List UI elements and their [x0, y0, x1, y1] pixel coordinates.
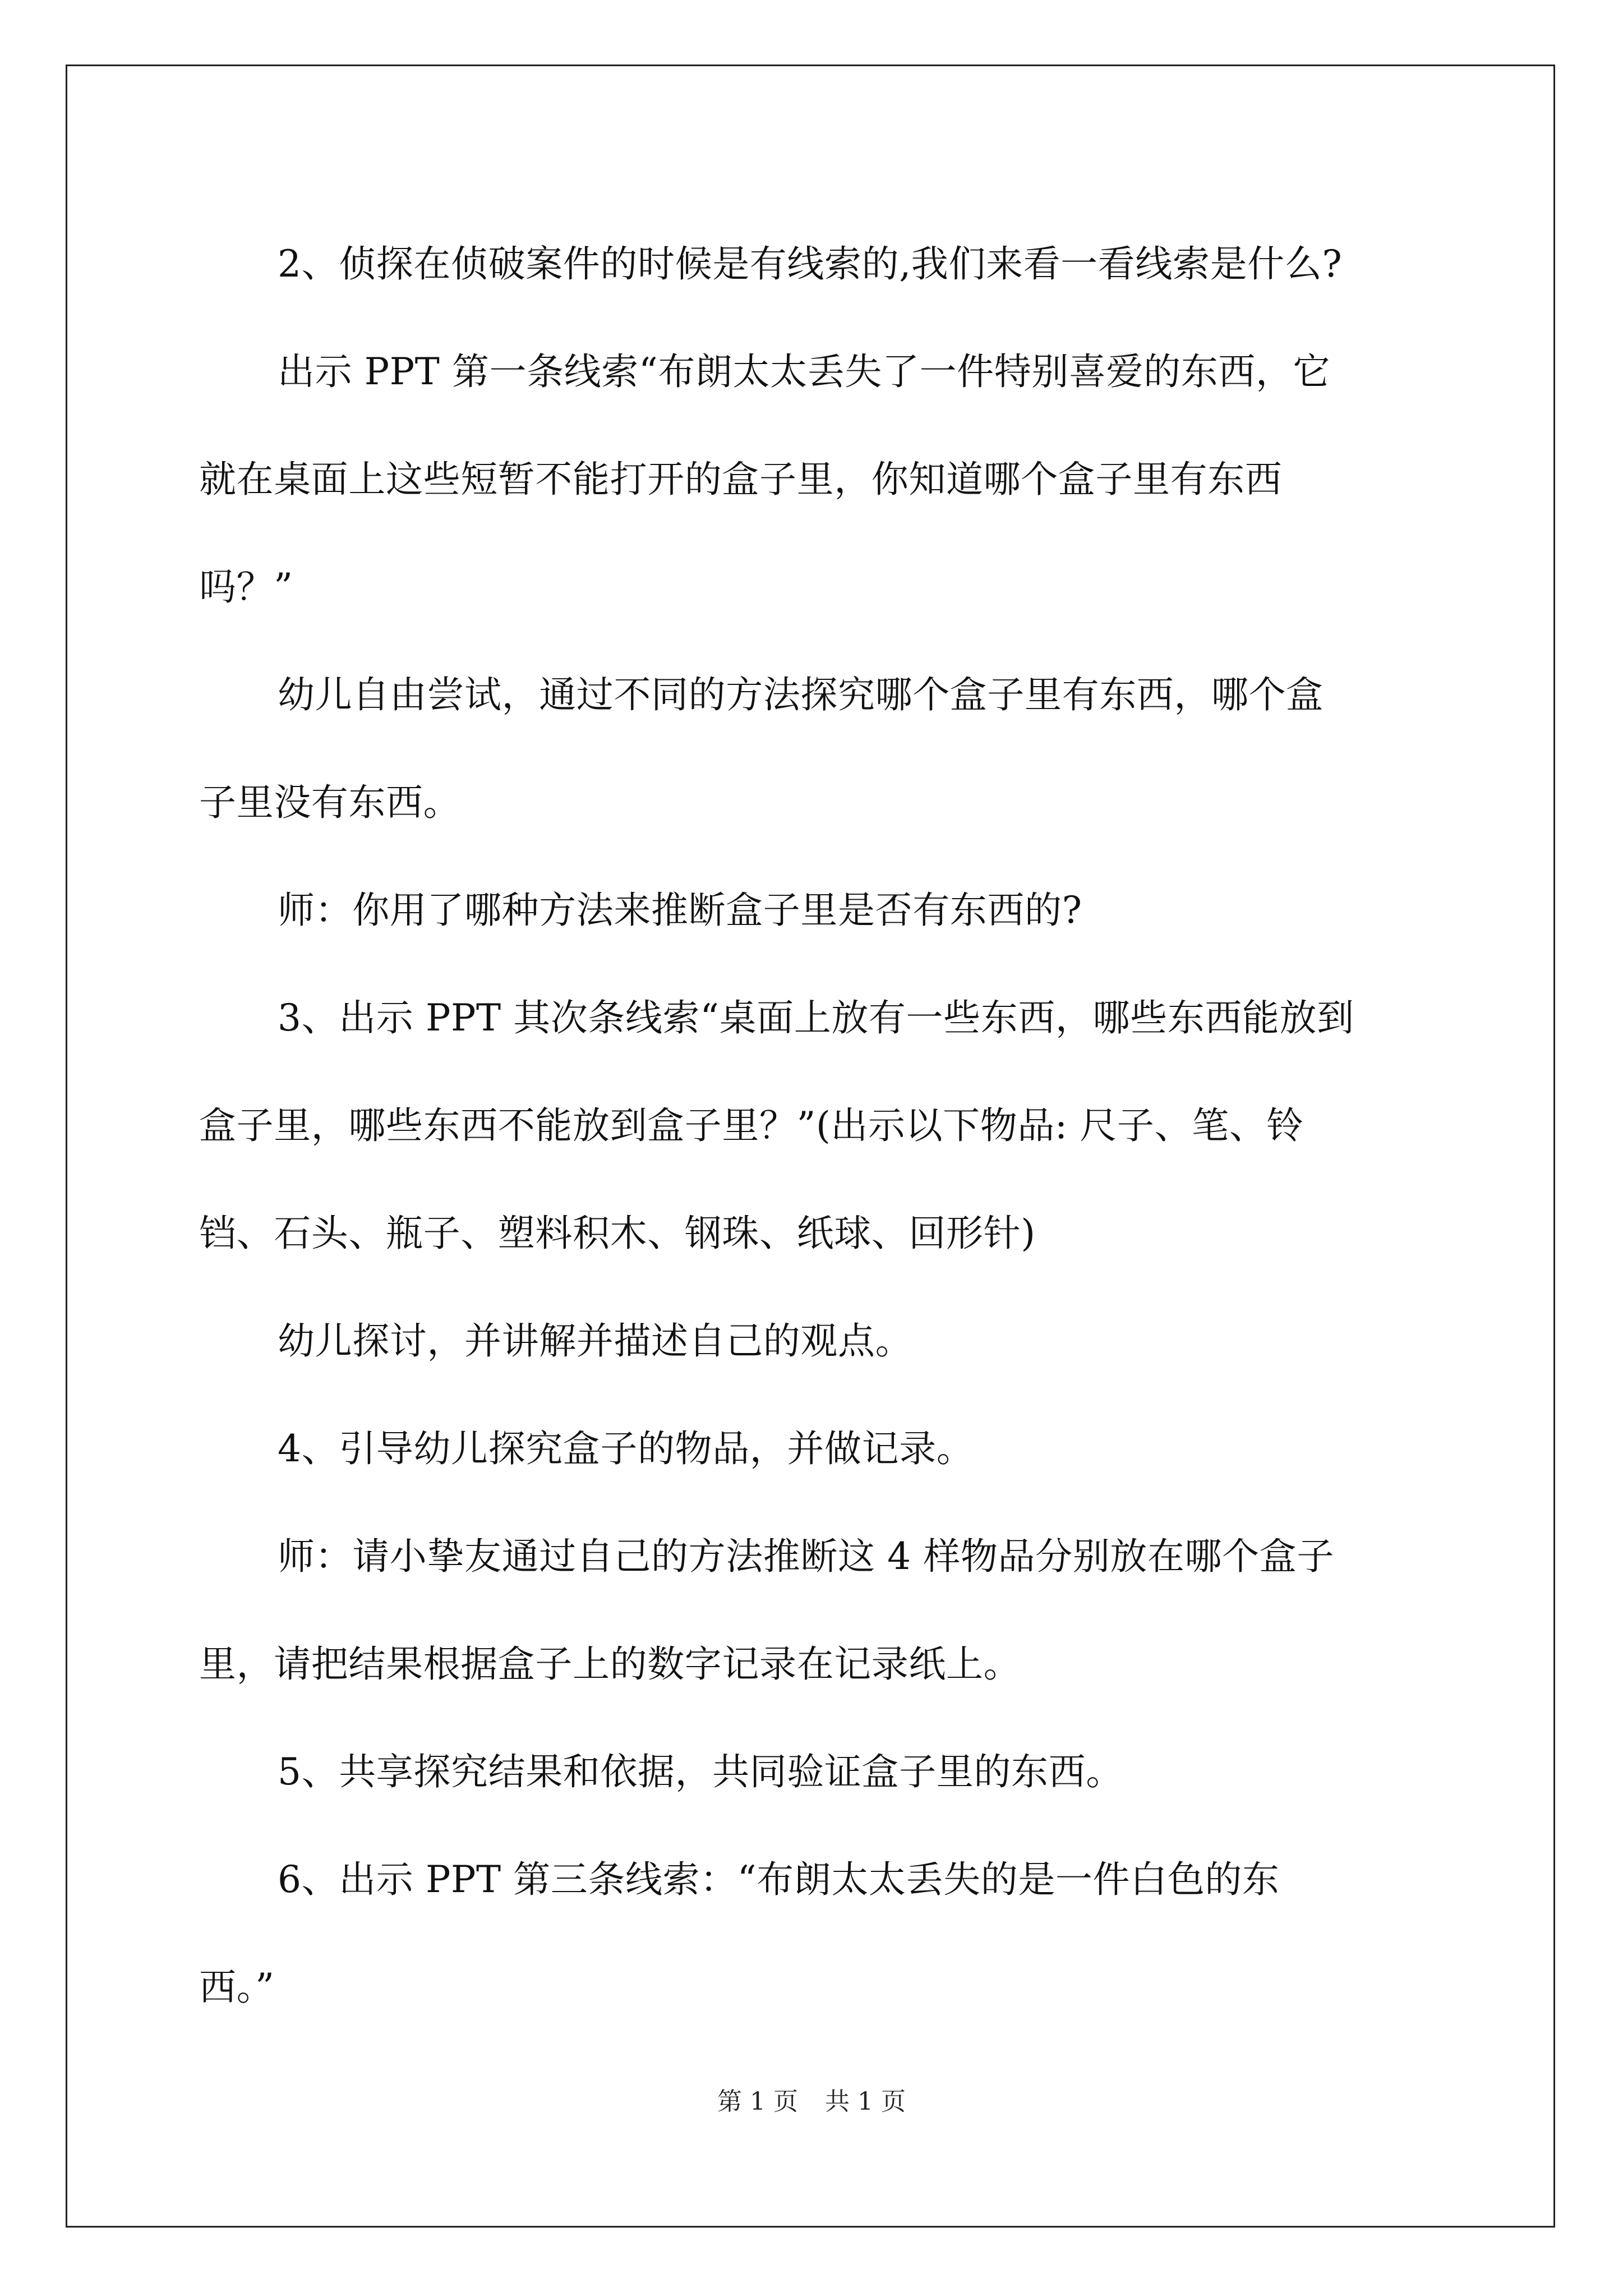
text-line: 幼儿探讨，并讲解并描述自己的观点。: [278, 1319, 913, 1363]
document-body: [199, 210, 1433, 2041]
text-line: 2、侦探在侦破案件的时候是有线索的,我们来看一看线索是什么?: [278, 242, 1343, 286]
text-line: 师：请小挚友通过自己的方法推断这 4 样物品分别放在哪个盒子: [278, 1535, 1334, 1578]
text-line: 4、引导幼儿探究盒子的物品，并做记录。: [278, 1427, 974, 1470]
text-line: 5、共享探究结果和依据，共同验证盒子里的东西。: [278, 1750, 1123, 1793]
page-footer: [0, 2081, 1623, 2117]
paragraph-share-results: [199, 1718, 1433, 1826]
text-line: 幼儿自由尝试，通过不同的方法探究哪个盒子里有东西，哪个盒: [278, 673, 1324, 716]
paragraph-clue-intro: [199, 210, 1433, 318]
page-total: 共 1 页: [825, 2087, 906, 2116]
paragraph-guide-explore: [199, 1395, 1433, 1503]
text-line: 就在桌面上这些短暂不能打开的盒子里，你知道哪个盒子里有东西: [199, 458, 1283, 501]
page-number: 第 1 页: [717, 2087, 798, 2116]
text-line: 盒子里，哪些东西不能放到盒子里？”(出示以下物品: 尺子、笔、铃: [199, 1104, 1304, 1147]
text-line: 子里没有东西。: [199, 781, 461, 824]
paragraph-first-clue: [199, 318, 1433, 641]
paragraph-discussion: [199, 1287, 1433, 1395]
paragraph-teacher-question: [199, 857, 1433, 964]
text-line: 吗？”: [199, 565, 293, 609]
text-line: 6、出示 PPT 第三条线索：“布朗太太丢失的是一件白色的东: [278, 1858, 1280, 1901]
paragraph-third-clue: [199, 1826, 1433, 2041]
text-line: 出示 PPT 第一条线索“布朗太太丢失了一件特别喜爱的东西，它: [278, 350, 1331, 393]
paragraph-teacher-instruction: [199, 1503, 1433, 1718]
paragraph-child-trial: [199, 641, 1433, 857]
paragraph-second-clue: [199, 964, 1433, 1287]
text-line: 师：你用了哪种方法来推断盒子里是否有东西的?: [278, 889, 1082, 932]
text-line: 3、出示 PPT 其次条线索“桌面上放有一些东西，哪些东西能放到: [278, 996, 1354, 1039]
text-line: 铛、石头、瓶子、塑料积木、钢珠、纸球、回形针): [199, 1212, 1036, 1255]
text-line: 里，请把结果根据盒子上的数字记录在记录纸上。: [199, 1642, 1021, 1686]
text-line: 西。”: [199, 1966, 275, 2009]
